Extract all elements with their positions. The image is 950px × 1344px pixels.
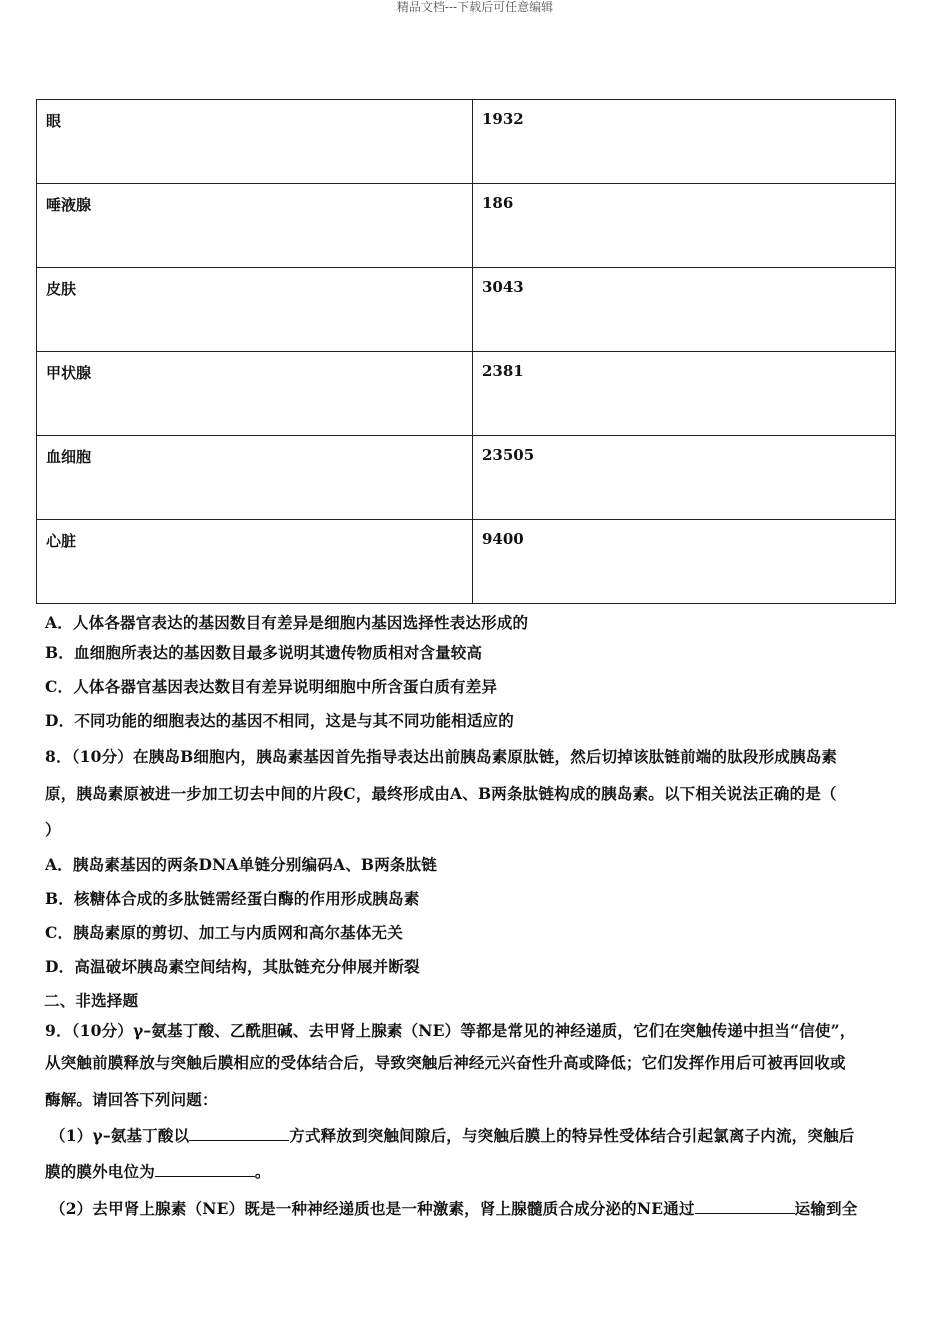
organ-cell: 皮肤 — [37, 268, 473, 352]
answer-blank-3[interactable] — [695, 1199, 795, 1214]
table-row — [37, 184, 896, 268]
q8-stem-line3: ） — [45, 820, 61, 839]
table-row — [37, 520, 896, 604]
table-row — [37, 100, 896, 184]
section-title: 二、非选择题 — [44, 991, 139, 1010]
count-cell: 9400 — [473, 520, 896, 604]
count-cell: 1932 — [473, 100, 896, 184]
q8-option-d: D．高温破坏胰岛素空间结构，其肽链充分伸展并断裂 — [45, 957, 420, 976]
gene-count-table — [36, 99, 896, 604]
question-content — [45, 610, 905, 1228]
q9-part2-line1 — [50, 1190, 905, 1228]
organ-cell: 眼 — [37, 100, 473, 184]
count-cell: 2381 — [473, 352, 896, 436]
page-header: 精品文档---下载后可任意编辑 — [396, 0, 554, 14]
q9-part2-text-b: 运输到全 — [794, 1199, 858, 1218]
count-cell: 186 — [473, 184, 896, 268]
table-row — [37, 436, 896, 520]
count-cell: 3043 — [473, 268, 896, 352]
count-cell: 23505 — [473, 436, 896, 520]
q8-option-c: C．胰岛素原的剪切、加工与内质网和高尔基体无关 — [45, 923, 403, 942]
q9-stem-line2: 从突触前膜释放与突触后膜相应的受体结合后，导致突触后神经元兴奋性升高或降低；它们发挥作用后可被再回收或 — [45, 1053, 846, 1072]
answer-blank-1[interactable] — [189, 1126, 289, 1141]
q9-part2-text-a: （2）去甲肾上腺素（NE）既是一种神经递质也是一种激素，肾上腺髓质合成分泌的NE通过 — [50, 1199, 695, 1218]
table-row — [37, 268, 896, 352]
organ-cell: 心脏 — [37, 520, 473, 604]
organ-cell: 唾液腺 — [37, 184, 473, 268]
q8-option-b: B．核糖体合成的多肽链需经蛋白酶的作用形成胰岛素 — [45, 889, 420, 908]
q9-part1-text-b: 方式释放到突触间隙后，与突触后膜上的特异性受体结合引起氯离子内流，突触后 — [289, 1126, 855, 1145]
organ-cell: 血细胞 — [37, 436, 473, 520]
q8-option-a: A．胰岛素基因的两条DNA单链分别编码A、B两条肽链 — [45, 855, 437, 874]
q9-part1-text-a: （1）γ–氨基丁酸以 — [50, 1126, 190, 1145]
q9-stem-line1: 9．（10分）γ–氨基丁酸、乙酰胆碱、去甲肾上腺素（NE）等都是常见的神经递质，它们在突触传递中担当“信使”， — [45, 1021, 856, 1040]
q7-option-d: D．不同功能的细胞表达的基因不相同，这是与其不同功能相适应的 — [45, 711, 514, 730]
q7-option-b: B．血细胞所表达的基因数目最多说明其遗传物质相对含量较高 — [45, 643, 483, 662]
q9-part1-text-d: 。 — [254, 1162, 271, 1181]
q7-option-a: A．人体各器官表达的基因数目有差异是细胞内基因选择性表达形成的 — [45, 613, 529, 632]
answer-blank-2[interactable] — [155, 1162, 255, 1177]
q7-option-c: C．人体各器官基因表达数目有差异说明细胞中所含蛋白质有差异 — [45, 677, 498, 696]
organ-cell: 甲状腺 — [37, 352, 473, 436]
q9-part1-line2 — [45, 1153, 905, 1190]
q8-stem-line2: 原，胰岛素原被进一步加工切去中间的片段C，最终形成由A、B两条肽链构成的胰岛素。以下相关说法正确的是（ — [45, 784, 837, 803]
q9-stem-line3: 酶解。请回答下列问题： — [45, 1090, 218, 1109]
q8-stem-line1: 8．（10分）在胰岛B细胞内，胰岛素基因首先指导表达出前胰岛素原肽链，然后切掉该肽链前端的肽段形成胰岛素 — [45, 747, 838, 766]
table-row — [37, 352, 896, 436]
q9-part1-text-c: 膜的膜外电位为 — [45, 1162, 155, 1181]
q9-part1-line1 — [50, 1119, 905, 1153]
